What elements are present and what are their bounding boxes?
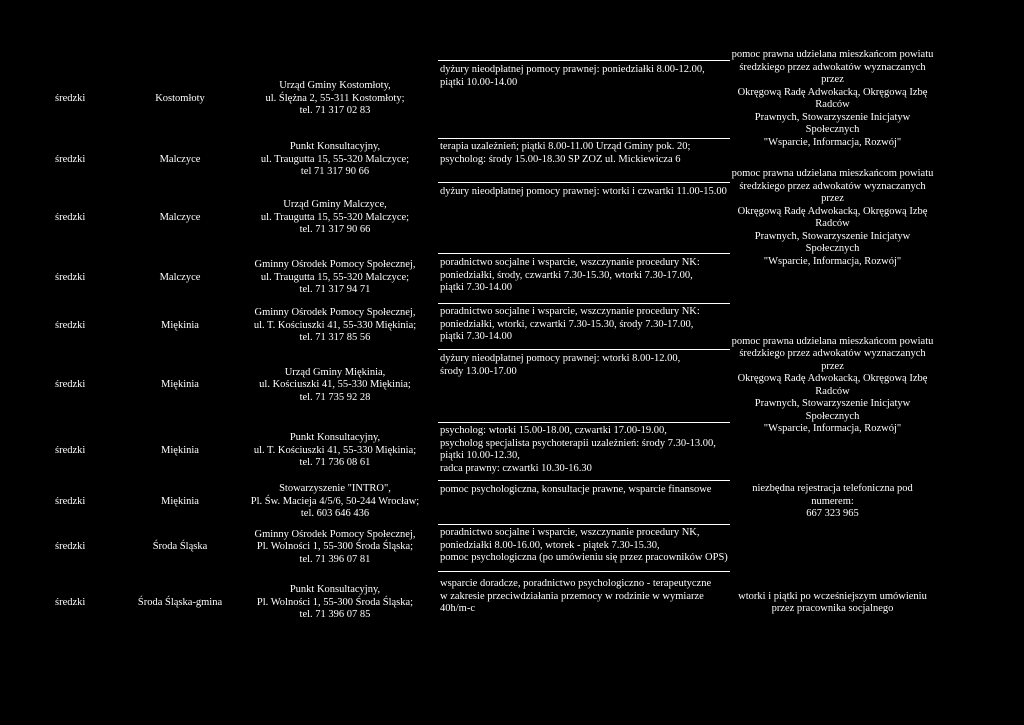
text-line: poradnictwo socjalne i wsparcie, wszczynanie procedury NK, <box>440 527 700 538</box>
services <box>440 141 690 166</box>
text-line: tel. 71 396 07 81 <box>299 553 371 565</box>
text-line: ul. Kościuszki 41, 55-330 Miękinia; <box>259 379 411 391</box>
text-line: Stowarzyszenie "INTRO", <box>279 483 391 495</box>
text-line: radca prawny: czwartki 10.30-16.30 <box>440 462 592 474</box>
municipality: Miękinia <box>161 495 199 507</box>
text-line: Prawnych, Stowarzyszenie Inicjatyw Społecznych <box>754 398 911 422</box>
address <box>254 432 416 470</box>
text-line: Gminny Ośrodek Pomocy Społecznej, <box>254 259 416 271</box>
text-line: "Wsparcie, Informacja, Rozwój" <box>763 255 902 267</box>
text-line: tel. 71 317 94 71 <box>299 284 371 296</box>
text-line: pomoc psychologiczna (po umówieniu się przez pracowników OPS) <box>440 552 728 563</box>
table-row <box>0 572 1024 634</box>
address <box>257 584 413 622</box>
municipality: Malczyce <box>159 153 201 165</box>
county: średzki <box>55 444 86 456</box>
county: średzki <box>55 541 86 553</box>
text-line: przez pracownika socjalnego <box>771 603 894 614</box>
county: średzki <box>55 495 86 507</box>
text-line: "Wsparcie, Informacja, Rozwój" <box>763 136 902 148</box>
address <box>265 80 404 118</box>
text-line: Gminny Ośrodek Pomocy Społecznej, <box>254 528 416 540</box>
text-line: piątki 10.00-14.00 <box>440 76 518 88</box>
text-line: ul. Traugutta 15, 55-320 Malczyce; <box>260 153 410 165</box>
text-line: dyżury nieodpłatnej pomocy prawnej: wtorki i czwartki 11.00-15.00 <box>440 186 727 197</box>
text-line: wtorki i piątki po wcześniejszym umówieniu <box>738 590 927 602</box>
text-line: tel. 71 317 02 83 <box>299 105 371 117</box>
text-line: pomoc psychologiczna, konsultacje prawne, wsparcie finansowe <box>440 484 712 495</box>
services <box>440 186 727 199</box>
county: średzki <box>55 153 86 165</box>
text-line: dyżury nieodpłatnej pomocy prawnej: poniedziałki 8.00-12.00, <box>440 64 705 75</box>
notes <box>730 168 935 268</box>
text-line: Urząd Gminy Miękinia, <box>284 366 386 378</box>
services <box>440 527 728 565</box>
notes <box>730 49 935 149</box>
municipality: Miękinia <box>161 319 199 331</box>
county: średzki <box>55 379 86 391</box>
services <box>440 425 716 475</box>
text-line: piątki 7.30-14.00 <box>440 331 513 342</box>
address <box>251 483 419 521</box>
text-line: tel. 71 317 85 56 <box>299 332 371 344</box>
services <box>440 353 680 378</box>
text-line: ul. Traugutta 15, 55-320 Malczyce; <box>260 271 410 283</box>
text-line: 667 323 965 <box>806 508 859 520</box>
notes <box>730 483 935 521</box>
text-line: dyżury nieodpłatnej pomocy prawnej: wtorki 8.00-12.00, <box>440 353 681 364</box>
notes <box>730 336 935 436</box>
county: średzki <box>55 92 86 104</box>
text-line: średzkiego przez adwokatów wyznaczanych przez <box>739 348 926 372</box>
text-line: ul. Ślężna 2, 55-311 Kostomłoty; <box>265 92 405 104</box>
text-line: terapia uzależnień; piątki 8.00-11.00 Urząd Gminy pok. 20; <box>440 141 691 152</box>
municipality: Środa Śląska <box>152 541 208 553</box>
address <box>255 259 416 297</box>
text-line: tel. 603 646 436 <box>300 508 370 520</box>
table-row <box>0 525 1024 570</box>
text-line: poniedziałki, środy, czwartki 7.30-15.30, wtorki 7.30-17.00, <box>440 269 693 281</box>
text-line: niezbędna rejestracja telefoniczna pod numerem: <box>752 483 913 507</box>
text-line: poniedziałki 8.00-16.00, wtorek - piątek 7.30-15.30, <box>440 539 660 551</box>
text-line: Punkt Konsultacyjny, <box>289 584 381 596</box>
text-line: tel. 71 736 08 61 <box>299 457 371 469</box>
text-line: ul. T. Kościuszki 41, 55-330 Miękinia; <box>253 444 417 456</box>
municipality: Miękinia <box>161 379 199 391</box>
table-row <box>0 254 1024 302</box>
text-line: w zakresie przeciwdziałania przemocy w rodzinie w wymiarze <box>440 590 704 602</box>
text-line: Urząd Gminy Malczyce, <box>283 199 387 211</box>
text-line: psycholog: wtorki 15.00-18.00, czwartki 17.00-19.00, <box>440 425 667 436</box>
text-line: pomoc prawna udzielana mieszkańcom powiatu <box>731 168 934 179</box>
text-line: piątki 7.30-14.00 <box>440 282 513 293</box>
text-line: Pl. Wolności 1, 55-300 Środa Śląska; <box>256 596 414 608</box>
text-line: Gminny Ośrodek Pomocy Społecznej, <box>254 307 416 319</box>
text-line: średzkiego przez adwokatów wyznaczanych przez <box>739 180 926 204</box>
text-line: tel. 71 735 92 28 <box>299 391 371 403</box>
text-line: "Wsparcie, Informacja, Rozwój" <box>763 423 902 434</box>
text-line: Pl. Św. Macieja 4/5/6, 50-244 Wrocław; <box>250 495 420 507</box>
county: średzki <box>55 211 86 223</box>
text-line: poniedziałki, wtorki, czwartki 7.30-15.30, środy 7.30-17.00, <box>440 318 694 330</box>
address <box>255 529 416 567</box>
text-line: poradnictwo socjalne i wsparcie, wszczynanie procedury NK: <box>440 257 700 268</box>
municipality: Kostomłoty <box>155 92 205 104</box>
text-line: piątki 10.00-12.30, <box>440 450 520 461</box>
text-line: Okręgową Radę Adwokacką, Okręgową Izbę Radców <box>737 205 928 229</box>
municipality: Miękinia <box>161 444 199 456</box>
text-line: średzkiego przez adwokatów wyznaczanych przez <box>739 61 926 85</box>
text-line: 40h/m-c <box>440 603 475 614</box>
text-line: Punkt Konsultacyjny, <box>289 141 381 153</box>
text-line: poradnictwo socjalne i wsparcie, wszczynanie procedury NK: <box>440 306 700 317</box>
text-line: Punkt Konsultacyjny, <box>289 432 381 444</box>
text-line: tel. 71 396 07 85 <box>299 609 371 621</box>
text-line: ul. Traugutta 15, 55-320 Malczyce; <box>260 211 410 223</box>
services <box>440 257 700 295</box>
table-row <box>0 423 1024 479</box>
address <box>254 307 416 345</box>
text-line: psycholog: środy 15.00-18.30 SP ZOZ ul. Mickiewicza 6 <box>440 153 681 165</box>
text-line: Okręgową Radę Adwokacką, Okręgową Izbę Radców <box>737 86 928 110</box>
address <box>261 141 409 179</box>
rule-row-1 <box>438 60 730 61</box>
text-line: ul. T. Kościuszki 41, 55-330 Miękinia; <box>253 319 417 331</box>
municipality: Malczyce <box>159 271 201 283</box>
text-line: Prawnych, Stowarzyszenie Inicjatyw Społecznych <box>754 230 911 254</box>
services <box>440 64 705 89</box>
text-line: psycholog specjalista psychoterapii uzależnień: środy 7.30-13.00, <box>440 437 716 449</box>
address <box>261 199 409 237</box>
municipality: Środa Śląska-gmina <box>137 596 223 608</box>
county: średzki <box>55 271 86 283</box>
address <box>259 367 411 405</box>
text-line: Prawnych, Stowarzyszenie Inicjatyw Społecznych <box>754 111 911 135</box>
text-line: Urząd Gminy Kostomłoty, <box>279 80 391 92</box>
text-line: wsparcie doradcze, poradnictwo psychologiczno - terapeutyczne <box>440 578 712 589</box>
county: średzki <box>55 319 86 331</box>
services <box>440 578 711 616</box>
text-line: środy 13.00-17.00 <box>440 365 517 377</box>
municipality: Malczyce <box>159 211 201 223</box>
text-line: Okręgową Radę Adwokacką, Okręgową Izbę Radców <box>737 373 928 397</box>
table-row <box>0 481 1024 523</box>
text-line: tel. 71 317 90 66 <box>299 224 371 236</box>
text-line: pomoc prawna udzielana mieszkańcom powiatu <box>731 49 934 60</box>
services <box>440 306 700 344</box>
text-line: Pl. Wolności 1, 55-300 Środa Śląska; <box>256 541 414 553</box>
text-line: tel 71 317 90 66 <box>300 166 370 178</box>
county: średzki <box>55 596 86 608</box>
text-line: pomoc prawna udzielana mieszkańcom powiatu <box>731 335 934 347</box>
notes <box>738 591 927 616</box>
services <box>440 484 711 497</box>
